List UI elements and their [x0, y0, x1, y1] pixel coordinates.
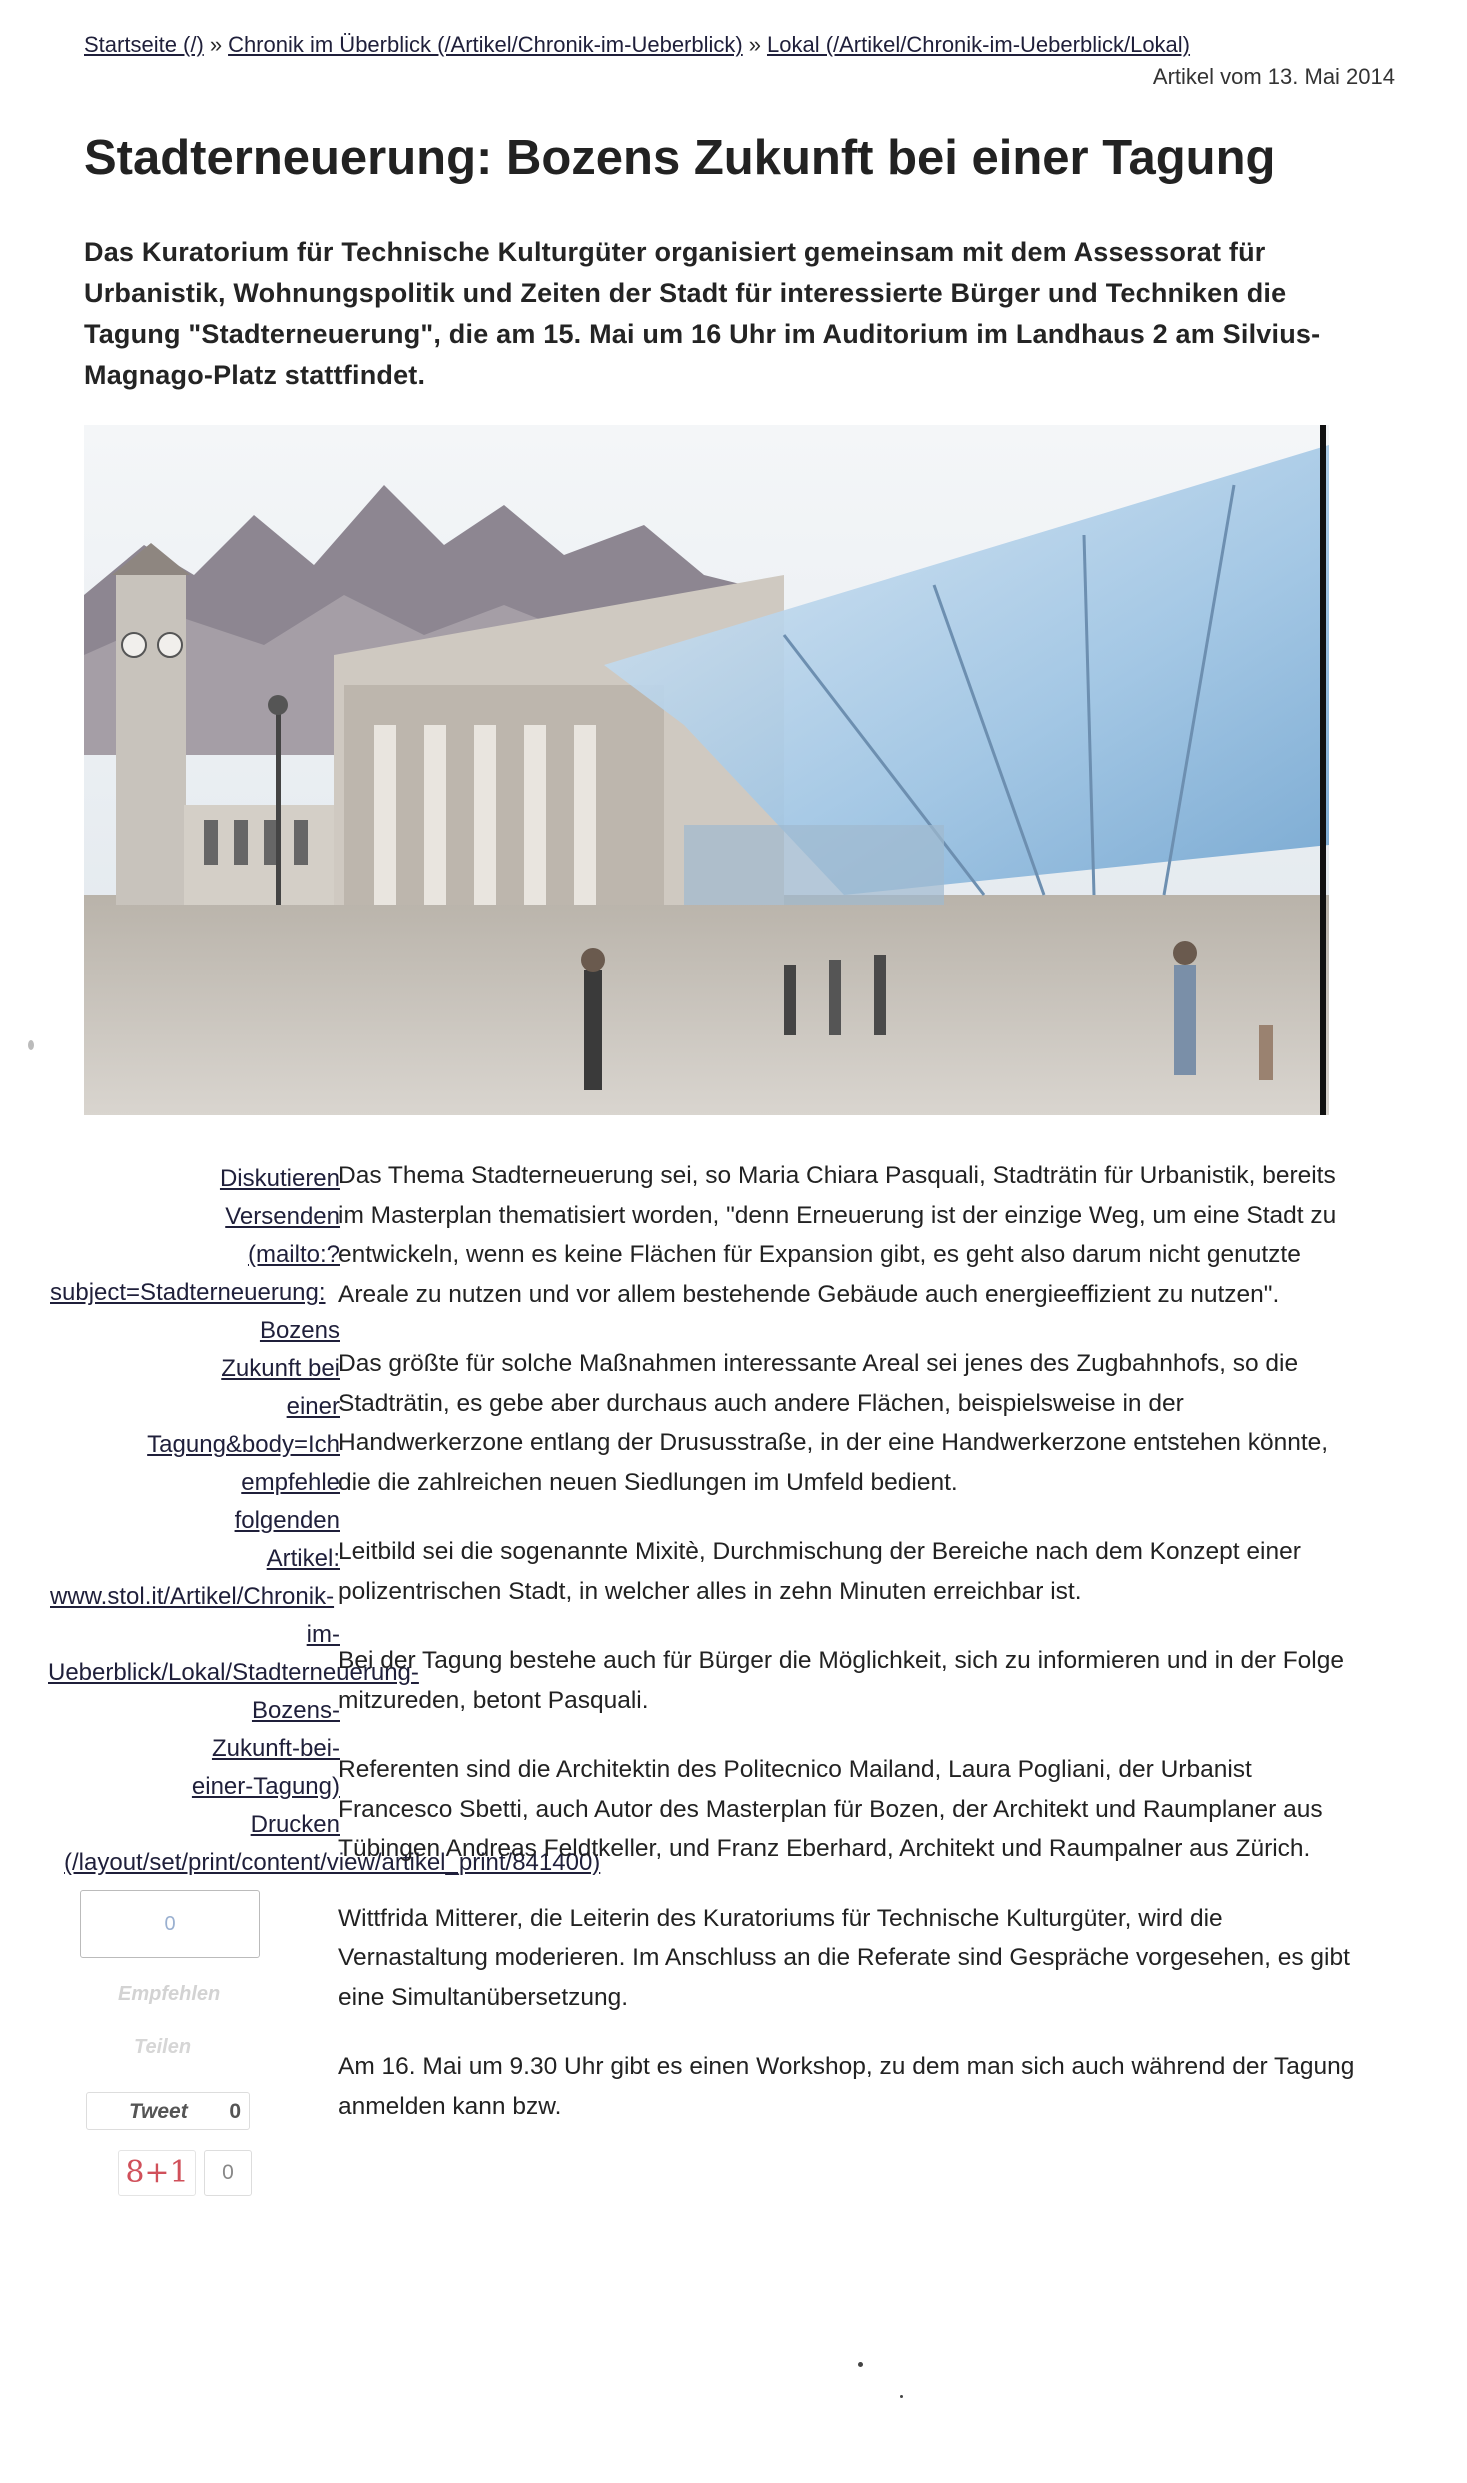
scan-speck	[900, 2395, 903, 2398]
send-link-line: subject=Stadterneuerung:	[50, 1279, 326, 1306]
article-paragraph: Das größte für solche Maßnahmen interessante Areal sei jenes des Zugbahnhofs, so die Stadträtin, es gebe aber durchaus auch andere Flächen, beispielsweise in der Handwerkerzone entlang der Drususstraße, in der eine Handwerkerzone entstehen könnte, die die zahlreichen neuen Siedlungen im Umfeld bedient.	[338, 1350, 1329, 1496]
article-lead: Das Kuratorium für Technische Kulturgüter organisiert gemeinsam mit dem Assessorat für Urbanistik, Wohnungspolitik und Zeiten der Stadt für interessierte Bürger und Techniken die Tagung "Stadterneuerung", die am 15. Mai um 16 Uhr im Auditorium im Landhaus 2 am Silvius-Magnago-Platz stattfindet.	[84, 237, 1321, 390]
send-link-line: Bozens-	[251, 1697, 340, 1724]
print-link-line: Drucken	[250, 1811, 340, 1838]
send-link-line: (mailto:?	[247, 1241, 340, 1268]
print-link-line: (/layout/set/print/content/view/artikel_print/841400)	[64, 1849, 601, 1876]
breadcrumb-separator: »	[748, 32, 761, 57]
facebook-recommend-button[interactable]: Empfehlen	[118, 1983, 221, 2005]
breadcrumb-home-link[interactable]: Startseite (/)	[84, 32, 204, 57]
article-paragraph: Referenten sind die Architektin des Politecnico Mailand, Laura Pogliani, der Urbanist Francesco Sbetti, auch Autor des Masterplan für Bozen, der Architekt und Raumplaner aus Tübingen Andreas Feldtkeller, und Franz Eberhard, Architekt und Raumpalner aus Zürich.	[338, 1756, 1323, 1862]
article-date: Artikel vom 13. Mai 2014	[1152, 64, 1395, 89]
send-link-line: www.stol.it/Artikel/Chronik-	[50, 1583, 335, 1610]
google-plus-count: 0	[204, 2150, 252, 2196]
scan-speck	[858, 2362, 863, 2367]
send-link-line: folgenden	[234, 1507, 340, 1534]
google-plus-icon[interactable]: 8+1	[118, 2150, 196, 2196]
photo-edge-line	[1320, 425, 1326, 1115]
send-link-line: Tagung&body=Ich	[147, 1431, 340, 1458]
send-link-line: Bozens	[259, 1317, 340, 1344]
article-paragraph: Das Thema Stadterneuerung sei, so Maria Chiara Pasquali, Stadträtin für Urbanistik, bereits im Masterplan thematisiert worden, "denn Erneuerung ist der einzige Weg, um eine Stadt zu entwickeln, wenn es keine Flächen für Expansion gibt, es geht also darum nicht genutzte Areale zu nutzen und vor allem bestehende Gebäude auch energieeffizient zu nutzen".	[338, 1162, 1337, 1308]
send-link-line: im-	[306, 1621, 340, 1648]
send-email-link[interactable]	[48, 1198, 419, 1806]
article-paragraph: Am 16. Mai um 9.30 Uhr gibt es einen Workshop, zu dem man sich auch während der Tagung anmelden kann bzw.	[338, 2053, 1355, 2120]
send-link-line: Zukunft-bei-	[211, 1735, 340, 1762]
page-title: Stadterneuerung: Bozens Zukunft bei einer Tagung	[84, 131, 1276, 185]
article-paragraph: Bei der Tagung bestehe auch für Bürger die Möglichkeit, sich zu informieren und in der Folge mitzureden, betont Pasquali.	[338, 1647, 1344, 1714]
send-link-line: Zukunft bei	[221, 1355, 340, 1382]
facebook-like-count[interactable]: 0	[80, 1890, 260, 1958]
send-link-line: Versenden	[225, 1203, 340, 1230]
send-link-line: Ueberblick/Lokal/Stadterneuerung-	[48, 1659, 419, 1686]
send-link-line: einer-Tagung)	[191, 1773, 340, 1800]
send-link-line: empfehle	[241, 1469, 340, 1496]
article-photo	[84, 425, 1329, 1115]
scan-speck	[28, 1040, 34, 1050]
breadcrumb-separator: »	[209, 32, 223, 57]
tweet-button[interactable]	[86, 2092, 250, 2130]
article-actions	[48, 1160, 601, 1882]
station-rendering-illustration	[84, 425, 1329, 1115]
tweet-label: Tweet	[129, 2100, 188, 2123]
article-body	[338, 1156, 1358, 2156]
tweet-count: 0	[229, 2100, 241, 2123]
breadcrumb	[84, 30, 1404, 60]
facebook-share-button[interactable]: Teilen	[134, 2036, 192, 2058]
article-paragraph: Leitbild sei die sogenannte Mixitè, Durchmischung der Bereiche nach dem Konzept einer polizentrischen Stadt, in welcher alles in zehn Minuten erreichbar ist.	[338, 1538, 1301, 1605]
send-link-line: Artikel:	[266, 1545, 340, 1572]
article-paragraph: Wittfrida Mitterer, die Leiterin des Kuratoriums für Technische Kulturgüter, wird die Vernastaltung moderieren. Im Anschluss an die Referate sind Gespräche vorgesehen, es gibt eine Simultanübersetzung.	[338, 1904, 1350, 2011]
print-link[interactable]	[64, 1806, 601, 1882]
breadcrumb-chronik-link[interactable]: Chronik im Überblick (/Artikel/Chronik-im-Ueberblick)	[228, 32, 743, 57]
send-link-line: einer	[286, 1393, 340, 1420]
breadcrumb-lokal-link[interactable]: Lokal (/Artikel/Chronik-im-Ueberblick/Lokal)	[766, 32, 1191, 57]
discuss-link[interactable]: Diskutieren	[219, 1165, 340, 1192]
